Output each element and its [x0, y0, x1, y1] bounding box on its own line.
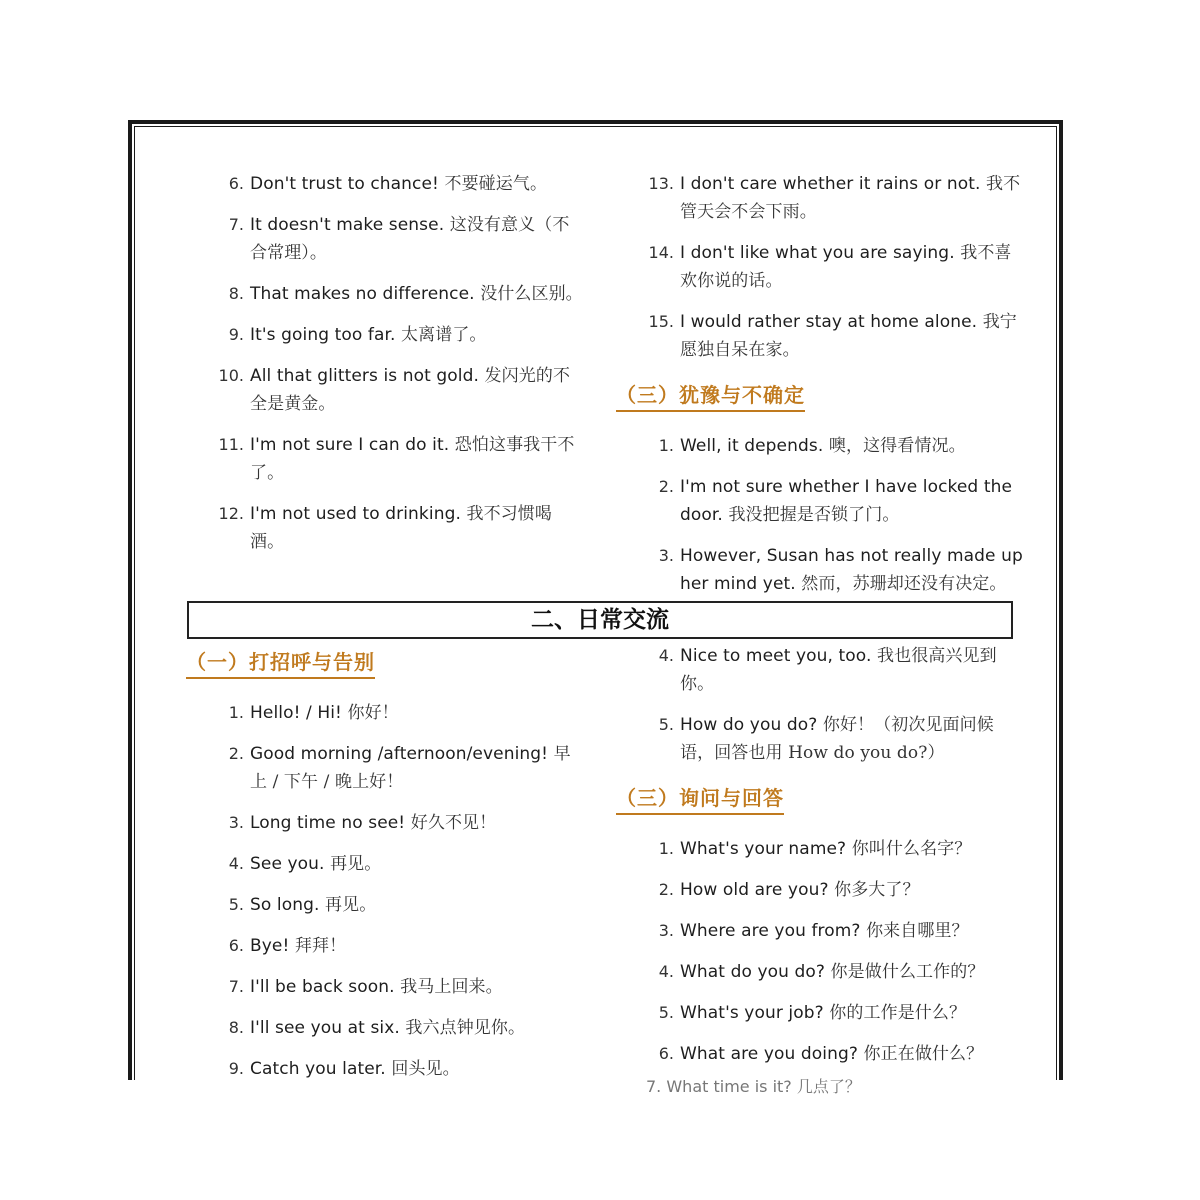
list-item: [646, 542, 1026, 598]
list-item: [216, 431, 586, 487]
item-text: [250, 1014, 586, 1042]
item-number: 6.: [228, 174, 244, 193]
english-phrase: What are you doing?: [680, 1044, 859, 1064]
item-number: 6.: [228, 936, 244, 955]
list-item: [646, 876, 1026, 904]
english-phrase: All that glitters is not gold.: [250, 366, 480, 386]
item-number: 9.: [228, 325, 244, 344]
english-phrase: Well, it depends.: [680, 436, 824, 456]
item-number: 4.: [658, 962, 674, 981]
list-item: [646, 835, 1026, 863]
item-number: 4.: [658, 646, 674, 665]
english-phrase: However, Susan has not really made up her mind yet.: [680, 546, 1023, 594]
item-text: [250, 170, 586, 198]
item-number: 14.: [648, 243, 674, 262]
list-item: [216, 809, 586, 837]
list-item: [646, 432, 1026, 460]
chinese-translation: 你是做什么工作的？: [830, 962, 985, 982]
chinese-translation: 早上 / 下午 / 晚上好！: [250, 744, 571, 792]
english-phrase: I don't like what you are saying.: [680, 243, 955, 263]
chinese-translation: 噢，这得看情况。: [828, 436, 966, 456]
item-text: [250, 500, 586, 556]
item-text: [680, 876, 1026, 904]
item-number: 7.: [228, 977, 244, 996]
english-phrase: Nice to meet you, too.: [680, 646, 872, 666]
list-item: [216, 850, 586, 878]
chinese-translation: 我不管天会不会下雨。: [680, 174, 1021, 222]
list-item: [216, 321, 586, 349]
english-phrase: What's your job?: [680, 1003, 824, 1023]
list-item: [216, 500, 586, 556]
item-text: [250, 740, 586, 796]
item-text: [250, 809, 586, 837]
list-item: [216, 740, 586, 796]
list-item: [216, 1014, 586, 1042]
english-phrase: See you.: [250, 854, 325, 874]
item-number: 2.: [658, 477, 674, 496]
item-text: [250, 850, 586, 878]
item-number: 8.: [228, 1018, 244, 1037]
english-phrase: I'm not sure whether I have locked the door.: [680, 477, 1013, 525]
chinese-translation: 我马上回来。: [400, 977, 503, 997]
item-number: 1.: [658, 436, 674, 455]
english-phrase: How old are you?: [680, 880, 829, 900]
item-text: [680, 711, 1026, 767]
item-number: 2.: [658, 880, 674, 899]
chinese-translation: 再见。: [325, 895, 377, 915]
item-text: [680, 917, 1026, 945]
item-number: 1.: [228, 703, 244, 722]
item-number: 12.: [218, 504, 244, 523]
list-item: [216, 170, 586, 198]
english-phrase: I'm not used to drinking.: [250, 504, 461, 524]
item-text: [680, 642, 1026, 698]
chinese-translation: 然而，苏珊却还没有决定。: [801, 574, 1007, 594]
item-text: [250, 431, 586, 487]
list-item: [646, 1040, 1026, 1068]
list-item: [216, 280, 586, 308]
english-phrase: How do you do?: [680, 715, 818, 735]
list-item: [216, 1055, 586, 1083]
right-column-top: [616, 170, 1026, 611]
chinese-translation: 拜拜！: [294, 936, 347, 956]
chinese-translation: 你多大了？: [834, 880, 920, 900]
chinese-translation: 我六点钟见你。: [405, 1018, 526, 1038]
chinese-translation: 你来自哪里？: [866, 921, 969, 941]
left-column-bottom: [186, 644, 586, 1096]
chinese-translation: 你好！: [347, 703, 399, 723]
item-text: [680, 473, 1026, 529]
chinese-translation: 你的工作是什么？: [829, 1003, 967, 1023]
item-number: 3.: [658, 546, 674, 565]
greeting-heading: （一）打招呼与告别: [186, 646, 375, 679]
item-number: 8.: [228, 284, 244, 303]
list-item: [216, 362, 586, 418]
chinese-translation: 再见。: [330, 854, 382, 874]
list-item: [646, 473, 1026, 529]
list-item: [216, 699, 586, 727]
english-phrase: I would rather stay at home alone.: [680, 312, 978, 332]
item-text: [250, 321, 586, 349]
item-text: [250, 280, 586, 308]
item-text: [680, 542, 1026, 598]
chinese-translation: 没什么区别。: [480, 284, 583, 304]
list-item: [646, 239, 1026, 295]
item-number: 11.: [218, 435, 244, 454]
item-text: [680, 999, 1026, 1027]
english-phrase: It's going too far.: [250, 325, 396, 345]
english-phrase: I'll be back soon.: [250, 977, 395, 997]
item-number: 6.: [658, 1044, 674, 1063]
item-text: [250, 1055, 586, 1083]
english-phrase: That makes no difference.: [250, 284, 475, 304]
item-text: [250, 932, 586, 960]
item-text: [680, 835, 1026, 863]
item-text: [250, 362, 586, 418]
list-item: [646, 958, 1026, 986]
chinese-translation: 你叫什么名字？: [851, 839, 972, 859]
chinese-translation: 回头见。: [391, 1059, 460, 1079]
chinese-translation: 我不喜欢你说的话。: [680, 243, 1012, 291]
english-phrase: Long time no see!: [250, 813, 406, 833]
english-phrase: Catch you later.: [250, 1059, 386, 1079]
english-phrase: So long.: [250, 895, 320, 915]
section-title: 二、日常交流: [187, 601, 1013, 639]
chinese-translation: 我宁愿独自呆在家。: [680, 312, 1017, 360]
item-number: 3.: [658, 921, 674, 940]
list-item: [646, 642, 1026, 698]
chinese-translation: 你正在做什么？: [863, 1044, 984, 1064]
english-phrase: Good morning /afternoon/evening!: [250, 744, 549, 764]
item-text: [250, 699, 586, 727]
list-item: [216, 891, 586, 919]
chinese-translation: 恐怕这事我干不了。: [250, 435, 575, 483]
chinese-translation: 发闪光的不全是黄金。: [250, 366, 571, 414]
item-number: 4.: [228, 854, 244, 873]
item-number: 7.: [228, 215, 244, 234]
english-phrase: Bye!: [250, 936, 290, 956]
item-number: 5.: [658, 1003, 674, 1022]
item-text: [250, 211, 586, 267]
item-number: 3.: [228, 813, 244, 832]
list-item: [216, 932, 586, 960]
item-number: 10.: [218, 366, 244, 385]
chinese-translation: 我不习惯喝酒。: [250, 504, 552, 552]
english-phrase: Don't trust to chance!: [250, 174, 439, 194]
list-item: [216, 973, 586, 1001]
list-item: [646, 999, 1026, 1027]
item-number: 13.: [648, 174, 674, 193]
item-text: [250, 973, 586, 1001]
item-text: [680, 308, 1026, 364]
chinese-translation: 我没把握是否锁了门。: [728, 505, 900, 525]
english-phrase: I don't care whether it rains or not.: [680, 174, 981, 194]
document-page: [128, 120, 1063, 1096]
english-phrase: I'll see you at six.: [250, 1018, 400, 1038]
chinese-translation: 你好！（初次见面问候语，回答也用 How do you do?）: [680, 715, 994, 763]
english-phrase: Where are you from?: [680, 921, 861, 941]
chinese-translation: 不要碰运气。: [444, 174, 548, 194]
english-phrase: It doesn't make sense.: [250, 215, 445, 235]
chinese-translation: 这没有意义（不合常理）。: [250, 215, 570, 263]
qa-heading: （三）询问与回答: [616, 782, 784, 815]
cut-off-line: 7. What time is it? 几点了？: [646, 1077, 861, 1096]
list-item: [216, 211, 586, 267]
item-text: [680, 239, 1026, 295]
chinese-translation: 好久不见！: [410, 813, 497, 833]
item-text: [680, 432, 1026, 460]
english-phrase: What do you do?: [680, 962, 826, 982]
item-text: [680, 170, 1026, 226]
item-number: 5.: [228, 895, 244, 914]
english-phrase: Hello! / Hi!: [250, 703, 342, 723]
chinese-translation: 我也很高兴见到你。: [680, 646, 997, 694]
right-column-bottom: [616, 642, 1026, 1081]
list-item: [646, 170, 1026, 226]
item-number: 5.: [658, 715, 674, 734]
item-number: 1.: [658, 839, 674, 858]
english-phrase: I'm not sure I can do it.: [250, 435, 450, 455]
item-text: [680, 958, 1026, 986]
list-item: [646, 308, 1026, 364]
hesitation-heading: （三）犹豫与不确定: [616, 379, 805, 412]
left-column-top: [216, 170, 586, 569]
english-phrase: What's your name?: [680, 839, 847, 859]
item-number: 9.: [228, 1059, 244, 1078]
item-text: [680, 1040, 1026, 1068]
chinese-translation: 太离谱了。: [401, 325, 487, 345]
item-text: [250, 891, 586, 919]
item-number: 15.: [648, 312, 674, 331]
list-item: [646, 711, 1026, 767]
list-item: [646, 917, 1026, 945]
item-number: 2.: [228, 744, 244, 763]
